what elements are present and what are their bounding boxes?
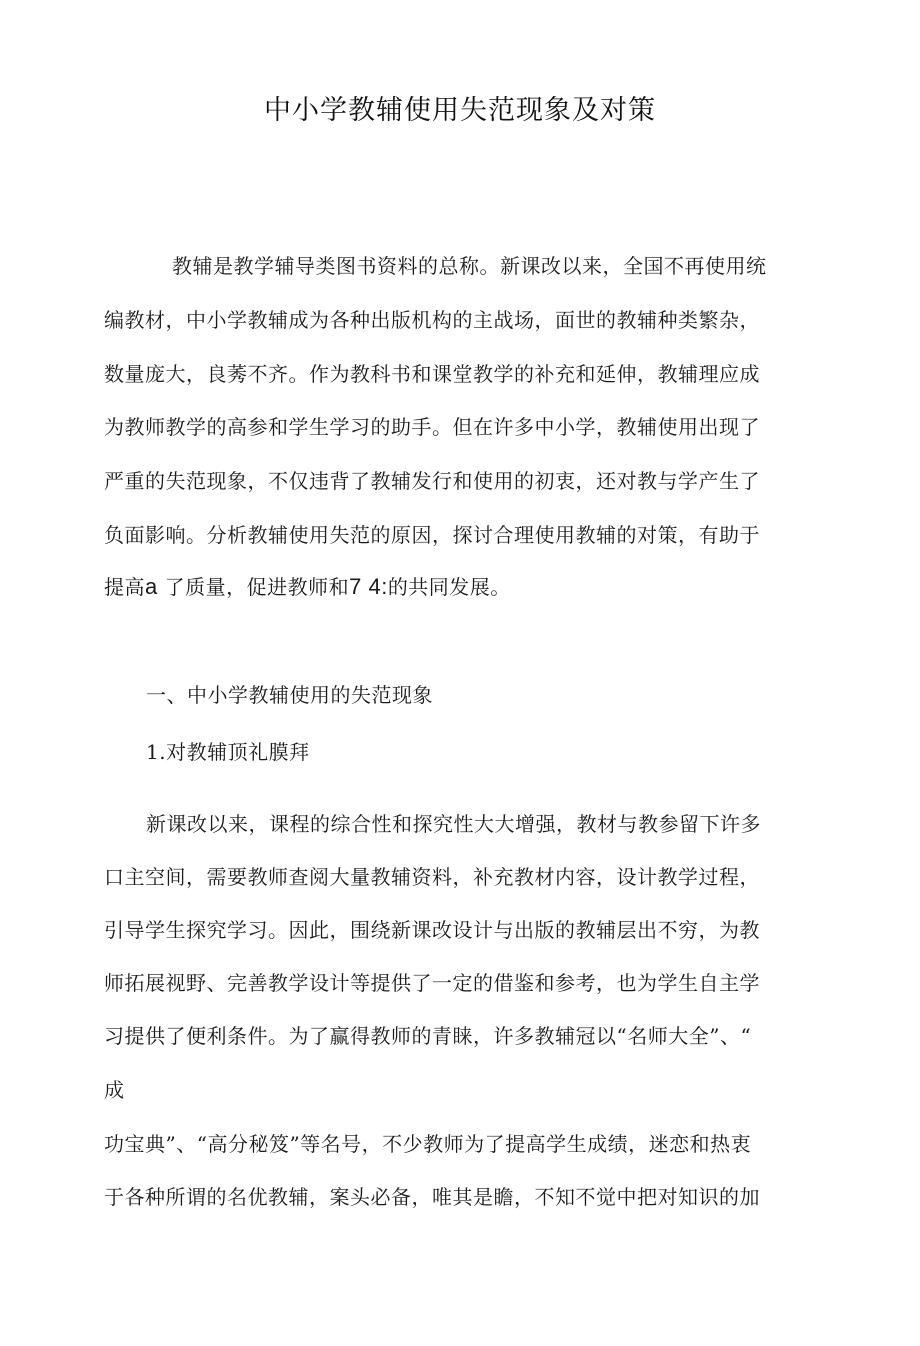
body-line-8: 于各种所谓的名优教辅，案头必备，唯其是瞻，不知不觉中把对知识的加 [104, 1185, 760, 1209]
intro-line-7-part1: 提高 [104, 575, 145, 599]
body-line-7: 功宝典”、“高分秘笈”等名号，不少教师为了提高学生成绩，迷恋和热衷 [104, 1132, 752, 1156]
intro-line-4: 为教师教学的高参和学生学习的助手。但在许多中小学，教辅使用出现了 [104, 415, 760, 439]
intro-line-7-garbled1: a [145, 574, 158, 599]
section-heading: 一、中小学教辅使用的失范现象 [146, 683, 433, 707]
intro-line-7-part2: 了质量，促进教师和 [157, 575, 350, 599]
intro-line-1: 教辅是教学辅导类图书资料的总称。新课改以来，全国不再使用统 [172, 254, 767, 278]
subsection-heading: 1.对教辅顶礼膜拜 [146, 740, 310, 764]
intro-line-7 [104, 573, 511, 601]
intro-line-7-part3: 的共同发展。 [387, 575, 511, 599]
body-line-6: 成 [104, 1078, 125, 1102]
intro-line-2: 编教材，中小学教辅成为各种出版机构的主战场，面世的教辅种类繁杂， [104, 308, 760, 332]
intro-line-7-garbled2: 7 4: [349, 574, 388, 599]
body-line-1: 新课改以来，课程的综合性和探究性大大增强，教材与教参留下许多 [146, 812, 761, 836]
intro-line-5: 严重的失范现象，不仅违背了教辅发行和使用的初衷，还对教与学产生了 [104, 469, 760, 493]
body-line-4: 师拓展视野、完善教学设计等提供了一定的借鉴和参考，也为学生自主学 [104, 971, 760, 995]
intro-line-6: 负面影响。分析教辅使用失范的原因，探讨合理使用教辅的对策，有助于 [104, 523, 760, 547]
intro-line-3: 数量庞大，良莠不齐。作为教科书和课堂教学的补充和延伸，教辅理应成 [104, 362, 760, 386]
body-line-5: 习提供了便利条件。为了赢得教师的青睐，许多教辅冠以“名师大全”、“ [104, 1024, 752, 1048]
body-line-2: 口主空间，需要教师查阅大量教辅资料，补充教材内容，设计教学过程， [104, 865, 760, 889]
body-line-3: 引导学生探究学习。因此，围绕新课改设计与出版的教辅层出不穷，为教 [104, 918, 760, 942]
document-title: 中小学教辅使用失范现象及对策 [264, 95, 656, 126]
